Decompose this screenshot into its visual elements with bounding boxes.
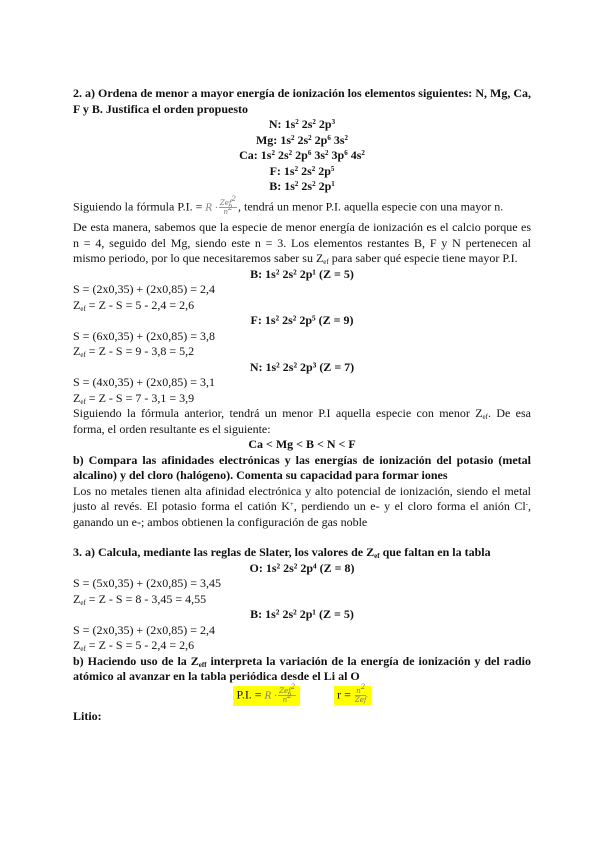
calc-o-s: S = (5x0,35) + (2x0,85) = 3,45 — [73, 576, 221, 591]
config-ca: Ca: $1s^2$ $2s^2$ $2p^6$ $3s^2$ $3p^6$ $4s^2$ — [239, 148, 365, 162]
calc-f-zef: $Z_{ef} = Z - S = 9 - 3,8 = 5,2$ — [73, 344, 195, 360]
config-mg: Mg: $1s^2$ $2s^2$ $2p^6$ $3s^2$ — [255, 132, 349, 147]
highlighted-formulas — [73, 682, 531, 706]
calc-n-zef: $Z_{ef} = Z - S = 7 - 3,1 = 3,9$ — [73, 390, 195, 406]
q3a-title: 3. a) Calcula, mediante las reglas de Slater, los valores de $Z_{ef}$ que faltan en la tabla — [73, 545, 491, 561]
calc-f-s: S = (6x0,35) + (2x0,85) = 3,8 — [73, 328, 215, 343]
formula-fraction: $\frac{Zef^2}{n^2}$ — [219, 194, 236, 216]
calc-b-zef: $Z_{ef} = Z - S = 5 - 2,4 = 2,6$ — [73, 297, 195, 313]
q2a-title: 2. a) Ordena de menor a mayor energía de ionización los elementos siguientes: N, Mg, Ca, F y B. Justifica el orden propuesto — [73, 86, 531, 116]
calc-b2-zef: $Z_{ef} = Z - S = 5 - 2,4 = 2,6$ — [73, 638, 195, 654]
calc-o-header: O: 1s² 2s² 2p⁴ (Z = 8) — [249, 560, 355, 575]
radius-formula-highlight: r = $\frac{n^2}{\text{Zef}}$ — [334, 686, 370, 705]
calc-o-zef: $Z_{ef} = Z - S = 8 - 3,45 = 4,55$ — [73, 591, 207, 607]
calc-b2-header: B: 1s² 2s² 2p¹ (Z = 5) — [250, 607, 354, 622]
q2b-title: b) Compara las afinidades electrónicas y las energías de ionización del potasio (metal alcalino) y del cloro (halógeno). Comenta su capacidad para formar iones — [73, 452, 531, 483]
config-f: F: $1s^2$ $2s^2$ $2p^5$ — [269, 163, 335, 178]
ionization-order: Ca < Mg < B < N < F — [248, 437, 356, 452]
formula-sentence: Siguiendo la fórmula P.I. = R · $\frac{Zef^2}{n^2}$ , tendrá un menor P.I. aquella especie con una mayor n. — [73, 194, 504, 216]
paragraph-periods: De esta manera, sabemos que la especie de menor energía de ionización es el calcio porque es n = 4, seguido del Mg, siendo este n = 3. Los elementos restantes B, F y N pertenecen al mismo periodo, por lo que necesitaremos saber su $Z_{ef}$ para saber qué especie tiene mayor P.I. — [73, 220, 531, 267]
calc-n-header: N: 1s² 2s² 2p³ (Z = 7) — [249, 359, 355, 374]
calc-b-s: S = (2x0,35) + (2x0,85) = 2,4 — [73, 282, 215, 297]
calc-b-header: B: 1s² 2s² 2p¹ (Z = 5) — [250, 266, 354, 281]
document-content — [73, 86, 531, 724]
formula-r: R · — [205, 202, 218, 213]
paragraph-order: Siguiendo la fórmula anterior, tendrá un menor P.I aquella especie con menor $Z_{ef}$. De esa forma, el orden resultante es el siguiente: — [73, 406, 531, 436]
calc-n-s: S = (4x0,35) + (2x0,85) = 3,1 — [73, 375, 215, 390]
q3b-title: b) Haciendo uso de la $Z_{eff}$ interpreta la variación de la energía de ionización y del radio atómico al avanzar en la tabla periódica desde el Li al O — [73, 653, 531, 684]
litio-heading: Litio: — [73, 708, 102, 723]
config-b: B: $1s^2$ $2s^2$ $2p^1$ — [269, 179, 335, 193]
config-n: N: $1s^2$ $2s^2$ $2p^3$ — [268, 117, 336, 131]
calc-f-header: F: 1s² 2s² 2p⁵ (Z = 9) — [250, 313, 354, 328]
electron-configurations — [73, 117, 531, 195]
q2b-answer: Los no metales tienen alta afinidad electrónica y alto potencial de ionización, siendo el metal justo al revés. El potasio forma el catión K+, perdiendo un e- y el cloro forma el anión Cl-, ganando un e-; ambos obtienen la configuración de gas noble — [73, 483, 531, 529]
calc-b2-s: S = (2x0,35) + (2x0,85) = 2,4 — [73, 622, 215, 637]
section-gap — [73, 530, 531, 545]
pi-formula-highlight: P.I. = R · $\frac{Zef^2}{n^2}$ — [233, 686, 300, 706]
